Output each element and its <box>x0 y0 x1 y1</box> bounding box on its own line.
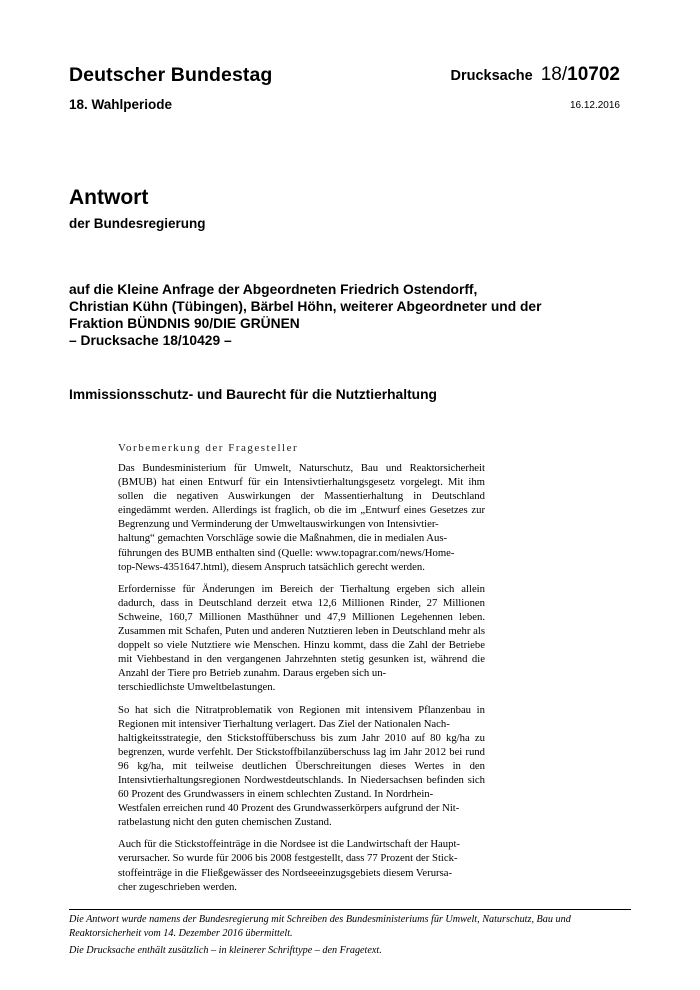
footer-note: Die Drucksache enthält zusätzlich – in kleinerer Schrifttype – den Fragetext. <box>69 945 382 956</box>
drucksache-prefix: 18/ <box>540 64 568 85</box>
legislative-period: 18. Wahlperiode <box>69 97 173 112</box>
body-paragraph: So hat sich die Nitratproblematik von Regionen mit intensivem Pflanzenbau in Regionen mit intensiver Tierhaltung verlagert. Das Ziel der Nationalen Nach- haltigkeitsstrategie, den Stickstoffüberschuss bis zum Jahr 2010 auf 80 kg/ha zu begrenzen, wurde verfehlt. Der Stickstoffbilanzüberschuss lag im Jahr 2012 bei rund 96 kg/ha, mit teilweise deutlichen Überschreitungen dieses Wertes in den Intensivtierhaltungsregionen Nordwestdeutschlands. In Niedersachsen befinden sich 60 Prozent des Grundwassers in einem schlechten Zustand. In Nordrhein- Westfalen erreichen rund 40 Prozent des Grundwasserkörpers aufgrund der Nit- ratbelastung nicht den guten chemischen Zustand. <box>118 703 485 829</box>
subject-heading: Immissionsschutz- und Baurecht für die Nutztierhaltung <box>69 387 437 402</box>
inquiry-line: Christian Kühn (Tübingen), Bärbel Höhn, weiterer Abgeordneter und der <box>69 299 542 314</box>
body-paragraph: Das Bundesministerium für Umwelt, Naturschutz, Bau und Reaktorsicherheit (BMUB) hat einen Entwurf für ein Intensivtierhaltungsgesetz vorgelegt. Mit ihm sollen die negativen Auswirkungen der Massentierhaltung in Deutschland eingedämmt werden. Allerdings ist fraglich, ob die im „Entwurf eines Gesetzes zur Begrenzung und Verminderung der Umweltauswirkungen von Intensivtier- haltung“ gemachten Vorschläge sowie die Maßnahmen, die in medialen Aus- führungen des BUMB enthalten sind (Quelle: www.topagrar.com/news/Home- top-News-4351647.html), diesem Anspruch tatsächlich gerecht werden. <box>118 462 485 573</box>
inquiry-line: auf die Kleine Anfrage der Abgeordneten Friedrich Ostendorff, <box>69 282 478 297</box>
footer-divider <box>69 909 631 910</box>
inquiry-line: – Drucksache 18/10429 – <box>69 333 232 348</box>
body-paragraph: Auch für die Stickstoffeinträge in die Nordsee ist die Landwirtschaft der Haupt- verursacher. So wurde für 2006 bis 2008 festgestellt, dass 77 Prozent der Stick- stoffeinträge in die Fließgewässer des Nordseeeinzugsgebiets diesem Verursa- cher zugeschrieben werden. <box>118 838 460 893</box>
inquiry-line: Fraktion BÜNDNIS 90/DIE GRÜNEN <box>69 316 300 331</box>
drucksache-line <box>451 64 620 86</box>
footer-note: Die Antwort wurde namens der Bundesregierung mit Schreiben des Bundesministeriums für Umwelt, Naturschutz, Bau und Reaktorsicherheit vom 14. Dezember 2016 übermittelt. <box>69 914 571 939</box>
body-paragraph: Erfordernisse für Änderungen im Bereich der Tierhaltung ergeben sich allein dadurch, dass in Deutschland derzeit etwa 12,6 Millionen Rinder, 27 Millionen Schweine, 160,7 Millionen Masthühner und 47,9 Millionen Legehennen leben. Zusammen mit Schafen, Puten und anderen Nutztieren leben in Deutschland mehr als doppelt so viele Nutztiere wie Menschen. Hinzu kommt, dass die Zahl der Betriebe mit Viehbestand in den vergangenen Jahrzehnten stetig gesunken ist, während die Anzahl der Tiere pro Betrieb zunahm. Daraus ergeben sich un- terschiedlichste Umweltbelastungen. <box>118 582 485 694</box>
document-subtitle: der Bundesregierung <box>69 216 206 231</box>
header-left <box>69 64 272 112</box>
drucksache-number: 10702 <box>567 64 620 85</box>
drucksache-label: Drucksache <box>450 68 533 84</box>
inquiry-reference <box>69 281 639 349</box>
org-name: Deutscher Bundestag <box>69 64 273 86</box>
header-right <box>451 64 620 111</box>
document-type: Antwort <box>69 186 149 209</box>
preliminary-remarks <box>118 442 485 902</box>
title-block <box>69 186 206 231</box>
preliminary-heading: Vorbemerkung der Fragesteller <box>118 442 299 454</box>
document-date: 16.12.2016 <box>569 100 620 111</box>
footer-notes <box>69 913 634 958</box>
